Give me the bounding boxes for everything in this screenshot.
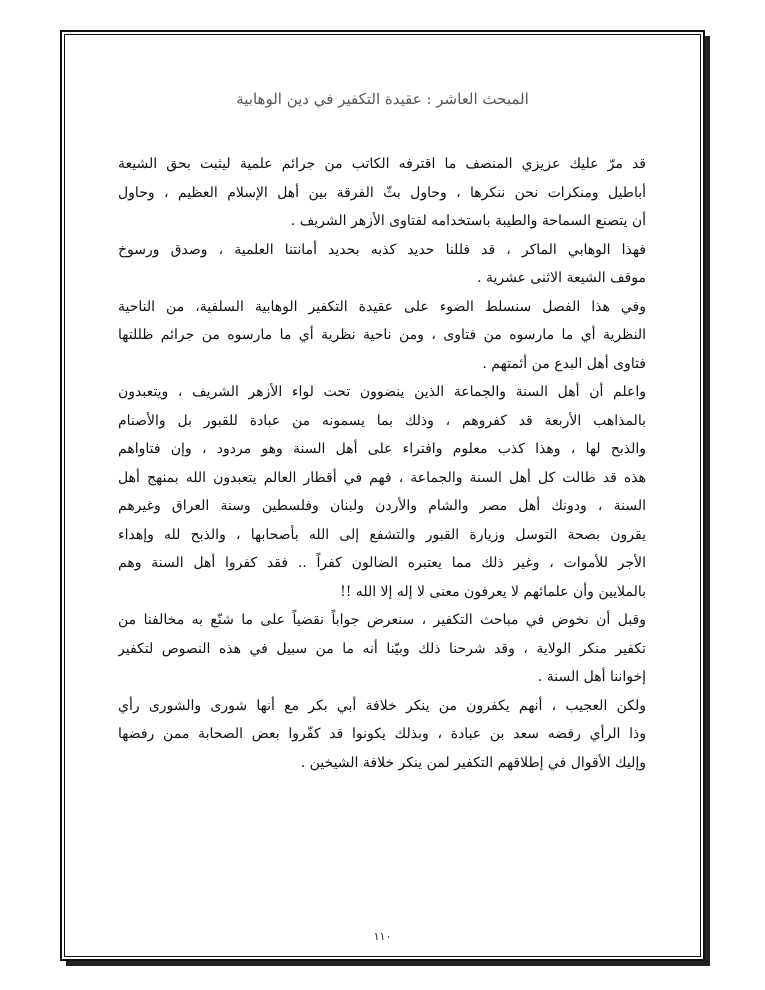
body-text (118, 150, 646, 777)
text-line: أباطيل ومنكرات نحن ننكرها ، وحاول بثّ الفرقة بين أهل الإسلام العظيم ، وحاول (118, 184, 646, 201)
page-number: ١١٠ (373, 930, 392, 943)
page-shadow-right (705, 36, 710, 966)
text-line: وإليك الأقوال في إطلاقهم التكفير لمن ينكر خلافة الشيخين . (300, 754, 646, 771)
text-line: بالمذاهب الأربعة قد كفروهم ، وذلك بما يسمونه من عبادة للقبور بل والأصنام (118, 412, 646, 429)
text-line: فهذا الوهابي الماكر ، قد فللنا حديد كذبه بحديد أمانتنا العلمية ، وصدق ورسوخ (118, 241, 646, 258)
text-line: وذا الرأي رفضه سعد بن عبادة ، وبذلك يكونوا قد كفّروا بعض الصحابة ممن رفضها (118, 726, 646, 742)
text-line: تكفير منكر الولاية ، وقد شرحنا ذلك وبيّنا أنه ما من سبيل في هذه النصوص لتكفير (118, 640, 646, 657)
text-line: وقبل أن نخوض في مباحث التكفير ، سنعرض جواباً نقضياً على ما شنّع به مخالفنا من (118, 612, 646, 628)
text-line: يقرون بصحة التوسل وزيارة القبور والتشفع إلى الله بأصحابها ، والذبح لله وإهداء (118, 526, 646, 543)
text-line: الأجر للأموات ، وغير ذلك مما يعتبره الضالون كفراً .. فقد كفروا أهل السنة وهم (118, 555, 646, 571)
text-line: قد مرّ عليك عزيزي المنصف ما اقترفه الكاتب من جرائم علمية ليثبت بحق الشيعة (118, 156, 646, 172)
text-line: وفي هذا الفصل سنسلط الضوء على عقيدة التكفير الوهابية السلفية، من الناحية (118, 298, 646, 315)
page-shadow-bottom (66, 961, 710, 966)
text-line: ولكن العجيب ، أنهم يكفرون من ينكر خلافة أبي بكر مع أنها شورى والشورى رأي (118, 697, 646, 714)
text-line: والذبح لها ، وهذا كذب معلوم وافتراء على أهل السنة وهو مردود ، وإن فتاواهم (118, 441, 646, 457)
text-line: بالملايين وأن علمائهم لا يعرفون معنى لا إله إلا الله !! (340, 583, 646, 600)
text-line: النظرية أي ما مارسوه من فتاوى ، ومن ناحية نظرية أي ما مارسوه من جرائم ظللتها (118, 327, 646, 343)
chapter-title: المبحث العاشر : عقيدة التكفير في دين الوهابية (236, 90, 529, 108)
text-line: إخواننا أهل السنة . (537, 669, 646, 685)
text-line: موقف الشيعة الاثنى عشرية . (477, 270, 646, 286)
text-line: هذه قد طالت كل أهل السنة والجماعة ، فهم في أقطار العالم يتعبدون الله بمنهج أهل (118, 469, 646, 486)
text-line: واعلم أن أهل السنة والجماعة الذين ينضوون تحت لواء الأزهر الشريف ، ويتعبدون (118, 384, 646, 400)
text-line: السنة ، ودونك أهل مصر والشام والأردن ولبنان وفلسطين وسنة العراق وغيرهم (118, 498, 646, 514)
text-line: أن يتصنع السماحة والطيبة باستخدامه لفتاوى الأزهر الشريف . (290, 213, 646, 229)
text-line: فتاوى أهل البدع من أئمتهم . (482, 355, 646, 372)
